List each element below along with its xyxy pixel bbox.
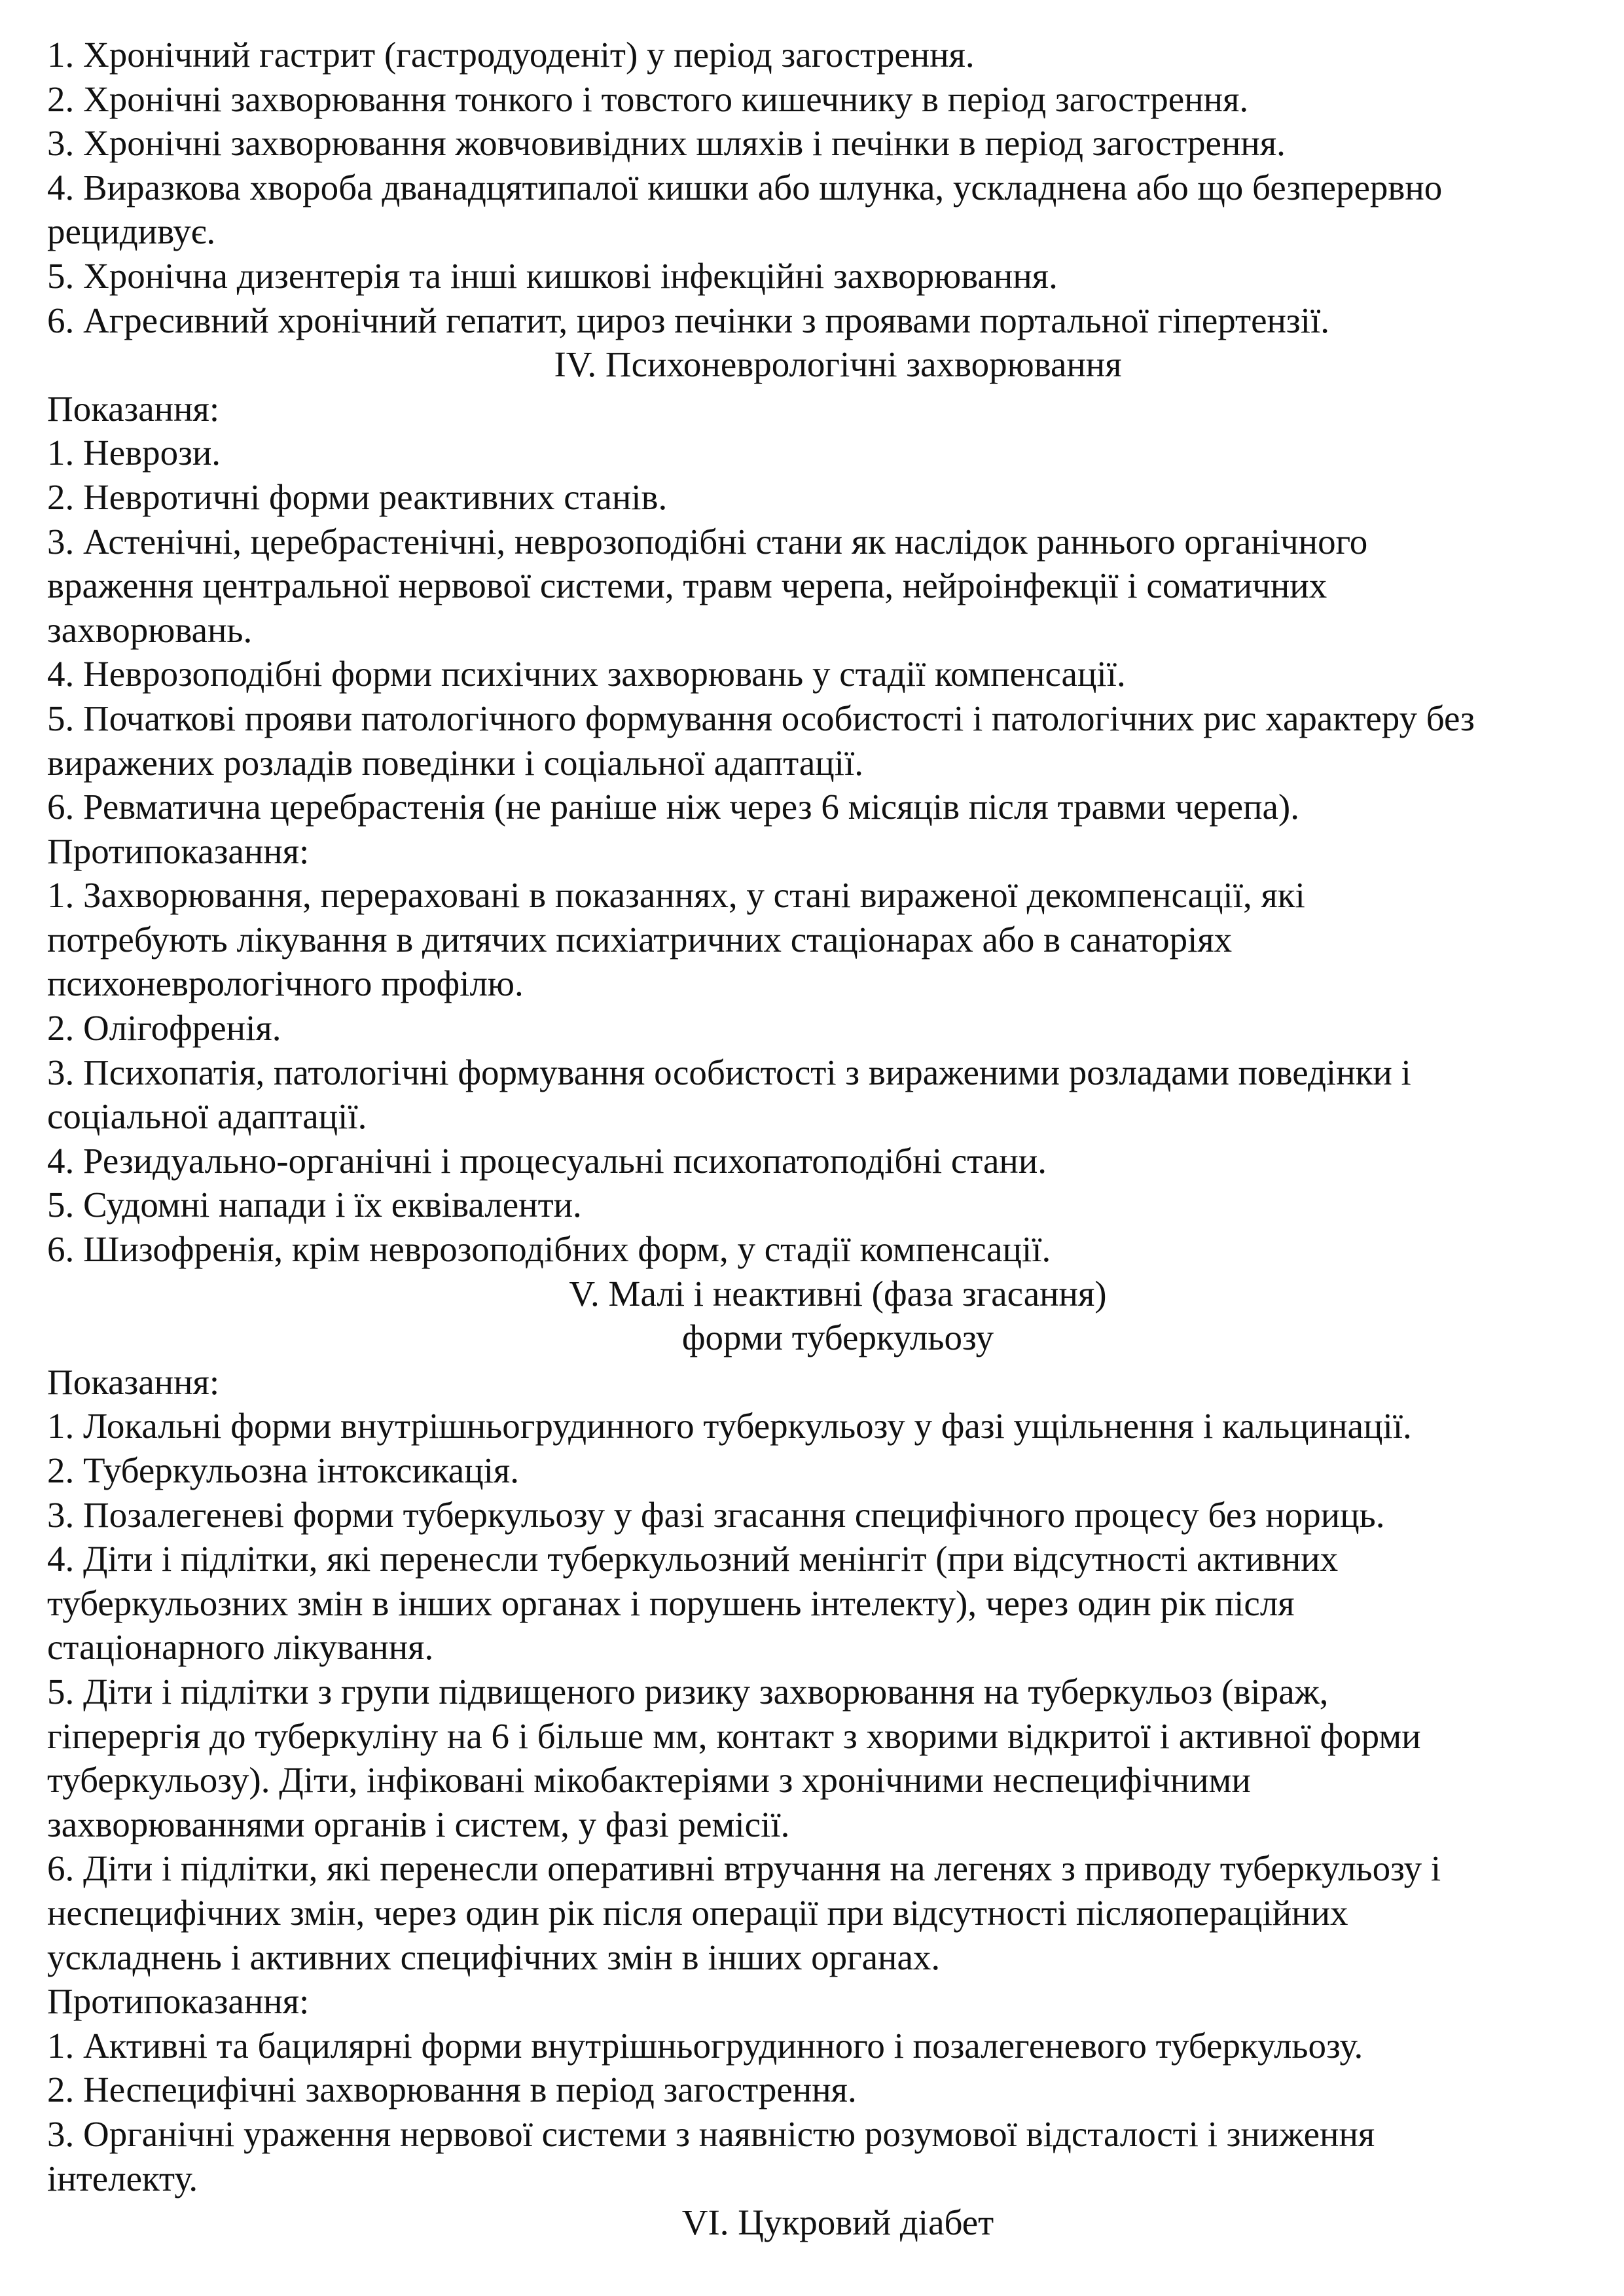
text-line: стаціонарного лікування. (47, 1627, 434, 1668)
text-line: 4. Діти і підлітки, які перенесли туберкульозний менінгіт (при відсутності активних (47, 1539, 1339, 1579)
text-line: 4. Неврозоподібні форми психічних захворювань у стадії компенсації. (47, 654, 1126, 694)
text-line: Протипоказання: (47, 1981, 310, 2022)
text-line: захворювань. (47, 609, 253, 650)
text-line: 6. Діти і підлітки, які перенесли оперативні втручання на легенях з приводу туберкульозу і (47, 1848, 1441, 1889)
text-line: Показання: (47, 1361, 220, 1402)
text-line: 1. Хронічний гастрит (гастродуоденіт) у період загострення. (47, 35, 975, 75)
text-line: соціальної адаптації. (47, 1096, 367, 1137)
text-line: гіперергія до туберкуліну на 6 і більше мм, контакт з хворими відкритої і активної форми (47, 1715, 1421, 1756)
document-page (47, 33, 1592, 2245)
text-line: 6. Агресивний хронічний гепатит, цироз печінки з проявами портальної гіпертензії. (47, 300, 1329, 340)
text-line: інтелекту. (47, 2158, 198, 2198)
text-line: захворюваннями органів і систем, у фазі ремісії. (47, 1804, 790, 1844)
text-line: психоневрологічного профілю. (47, 963, 524, 1004)
text-line: неспецифічних змін, через один рік після операції при відсутності післяопераційних (47, 1892, 1348, 1933)
text-line: 5. Діти і підлітки з групи підвищеного ризику захворювання на туберкульоз (віраж, (47, 1671, 1329, 1712)
text-line: 5. Судомні напади і їх еквіваленти. (47, 1185, 582, 1225)
text-line: 3. Органічні ураження нервової системи з наявністю розумової відсталості і зниження (47, 2113, 1375, 2154)
text-line: 2. Невротичні форми реактивних станів. (47, 476, 668, 517)
text-line: 6. Ревматична церебрастенія (не раніше ніж через 6 місяців після травми черепа). (47, 787, 1299, 827)
text-line: 5. Початкові прояви патологічного формування особистості і патологічних рис характеру без (47, 698, 1475, 738)
text-line: Протипоказання: (47, 831, 310, 871)
text-line: 2. Олігофренія. (47, 1008, 281, 1049)
text-line: потребують лікування в дитячих психіатричних стаціонарах або в санаторіях (47, 919, 1233, 960)
text-line: 1. Локальні форми внутрішньогрудинного туберкульозу у фазі ущільнення і кальцинації. (47, 1406, 1412, 1446)
section-heading: VI. Цукровий діабет (681, 2202, 994, 2243)
text-line: 2. Неспецифічні захворювання в період загострення. (47, 2070, 857, 2110)
text-line: 5. Хронічна дизентерія та інші кишкові інфекційні захворювання. (47, 255, 1058, 296)
text-line: враження центральної нервової системи, травм черепа, нейроінфекції і соматичних (47, 565, 1327, 606)
text-line: 2. Туберкульозна інтоксикація. (47, 1450, 519, 1490)
section-heading: форми туберкульозу (681, 1318, 994, 1358)
text-line: Показання: (47, 388, 220, 429)
text-line: виражених розладів поведінки і соціальної адаптації. (47, 742, 863, 783)
text-line: 3. Позалегеневі форми туберкульозу у фазі згасання специфічного процесу без нориць. (47, 1494, 1385, 1535)
text-line: 3. Астенічні, церебрастенічні, неврозоподібні стани як наслідок раннього органічного (47, 521, 1368, 562)
text-line: рецидивує. (47, 211, 216, 252)
section-heading: V. Малі і неактивні (фаза згасання) (569, 1273, 1107, 1314)
text-line: 4. Виразкова хвороба дванадцятипалої кишки або шлунка, ускладнена або що безперервно (47, 167, 1443, 207)
text-line: 1. Неврози. (47, 433, 221, 473)
text-line: 3. Хронічні захворювання жовчовивідних шляхів і печінки в період загострення. (47, 123, 1286, 164)
section-heading: IV. Психоневрологічні захворювання (554, 344, 1122, 385)
text-line: туберкульозних змін в інших органах і порушень інтелекту), через один рік після (47, 1583, 1295, 1623)
text-line: ускладнень і активних специфічних змін в інших органах. (47, 1937, 941, 1977)
text-line: туберкульозу). Діти, інфіковані мікобактеріями з хронічними неспецифічними (47, 1760, 1251, 1801)
text-line: 1. Захворювання, перераховані в показаннях, у стані вираженої декомпенсації, які (47, 875, 1305, 916)
text-line: 3. Психопатія, патологічні формування особистості з вираженими розладами поведінки і (47, 1052, 1411, 1092)
text-line: 6. Шизофренія, крім неврозоподібних форм, у стадії компенсації. (47, 1229, 1051, 1270)
text-line: 1. Активні та бацилярні форми внутрішньогрудинного і позалегеневого туберкульозу. (47, 2025, 1363, 2066)
text-line: 4. Резидуально-органічні і процесуальні психопатоподібні стани. (47, 1140, 1047, 1181)
text-line: 2. Хронічні захворювання тонкого і товстого кишечнику в період загострення. (47, 79, 1249, 119)
